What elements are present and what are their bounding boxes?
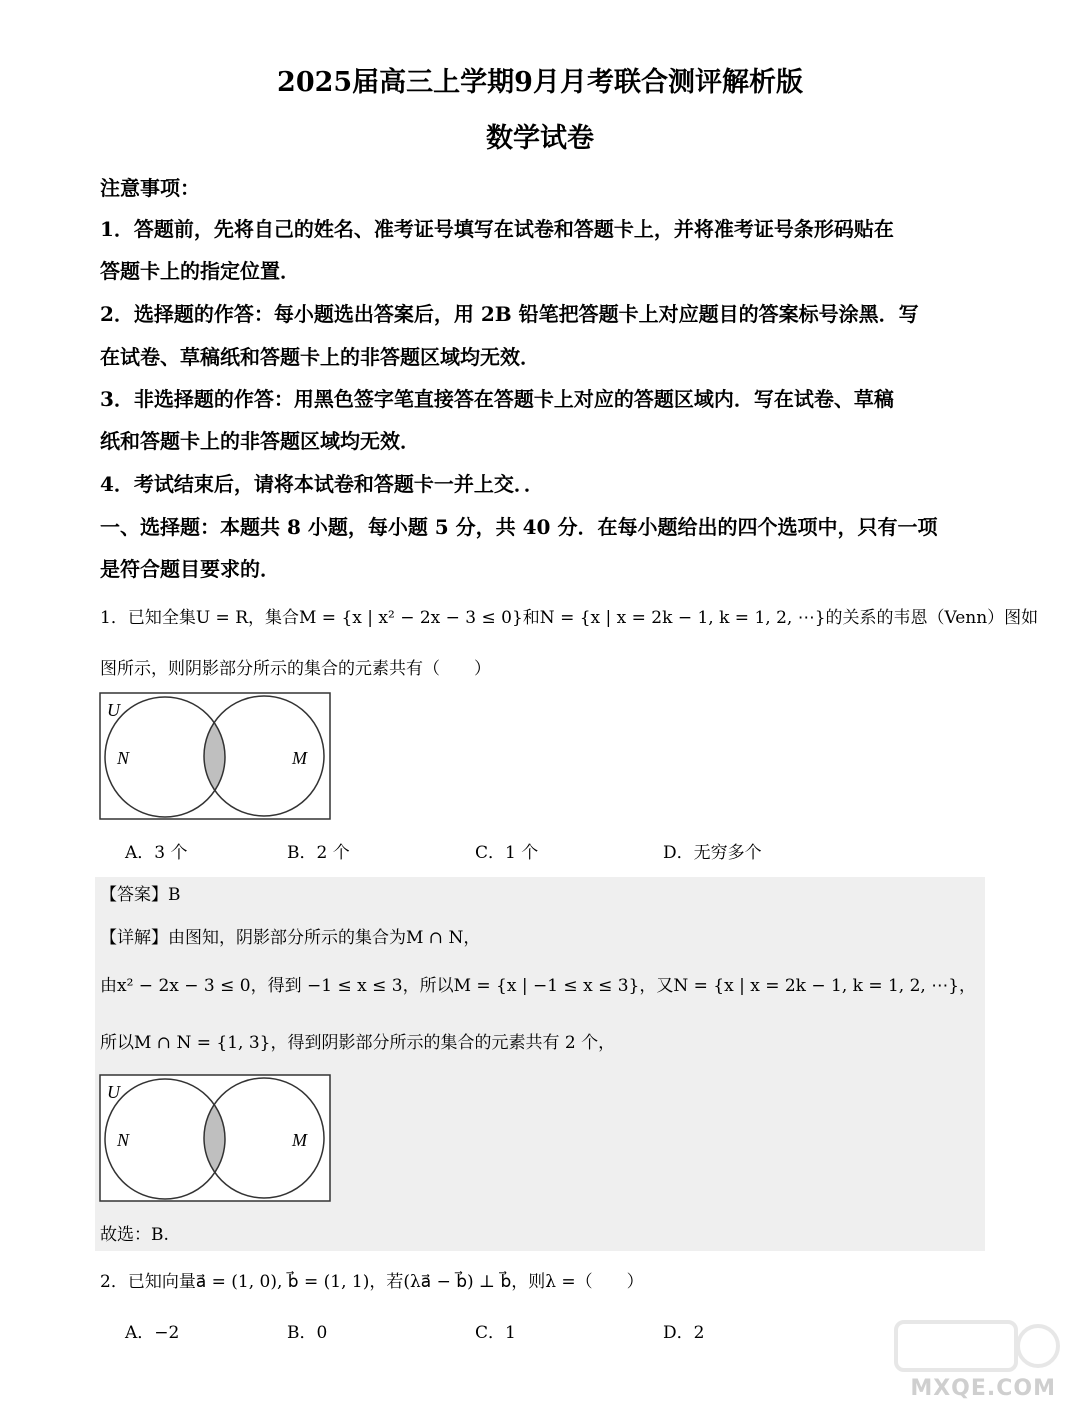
- q1-step1: 由x² − 2x − 3 ≤ 0，得到 −1 ≤ x ≤ 3，所以M = {x | −1 ≤ x ≤ 3}，又N = {x | x = 2k − 1, k = 1, 2, ⋯}，: [100, 976, 977, 996]
- venn-label-u: U: [107, 700, 120, 720]
- q1-detail: 【详解】由图知，阴影部分所示的集合为M ∩ N，: [100, 928, 481, 948]
- notice-line: 3．非选择题的作答：用黑色签字笔直接答在答题卡上对应的答题区域内．写在试卷、草稿: [100, 387, 894, 411]
- venn-label-m: M: [292, 1130, 307, 1150]
- venn-label-n: N: [117, 1130, 130, 1150]
- watermark-text: MXQE.COM: [910, 1376, 1056, 1401]
- section-heading-cont: 是符合题目要求的．: [100, 557, 280, 581]
- section-heading: 一、选择题：本题共 8 小题，每小题 5 分，共 40 分．在每小题给出的四个选项中，只有一项: [100, 515, 938, 539]
- q1-option-b: B．2 个: [287, 843, 350, 863]
- q1-option-a: A．3 个: [125, 843, 188, 863]
- page-subtitle: 数学试卷: [486, 123, 594, 154]
- notice-line: 纸和答题卡上的非答题区域均无效．: [100, 429, 420, 453]
- q2-stem: 2．已知向量a⃗ = (1, 0), b⃗ = (1, 1)，若(λa⃗ − b⃗) ⊥ b⃗，则λ =（ ）: [100, 1272, 644, 1292]
- q1-option-d: D．无穷多个: [663, 843, 762, 863]
- q1-option-c: C．1 个: [475, 843, 539, 863]
- q1-stem-cont: 图所示，则阴影部分所示的集合的元素共有（ ）: [100, 659, 491, 679]
- q1-step2: 所以M ∩ N = {1, 3}，得到阴影部分所示的集合的元素共有 2 个，: [100, 1033, 616, 1053]
- notice-line: 答题卡上的指定位置．: [100, 259, 300, 283]
- page-title: 2025届高三上学期9月月考联合测评解析版: [277, 67, 803, 98]
- q2-option-c: C．1: [475, 1323, 516, 1343]
- venn-label-m: M: [292, 748, 307, 768]
- q2-option-a: A．−2: [125, 1323, 180, 1343]
- notice-line: 4．考试结束后，请将本试卷和答题卡一并上交．．: [100, 472, 544, 496]
- q2-option-d: D．2: [663, 1323, 705, 1343]
- notice-line: 2．选择题的作答：每小题选出答案后，用 2B 铅笔把答题卡上对应题目的答案标号涂黑．写: [100, 302, 919, 326]
- q2-option-b: B．0: [287, 1323, 328, 1343]
- venn-label-u: U: [107, 1082, 120, 1102]
- notice-line: 1．答题前，先将自己的姓名、准考证号填写在试卷和答题卡上，并将准考证号条形码贴在: [100, 217, 894, 241]
- q1-answer: 【答案】B: [100, 885, 181, 905]
- q1-conclusion: 故选：B.: [100, 1225, 169, 1245]
- answer-venn-diagram: [99, 1074, 331, 1202]
- venn-label-n: N: [117, 748, 130, 768]
- q1-venn-diagram: [99, 692, 331, 820]
- notice-line: 在试卷、草稿纸和答题卡上的非答题区域均无效．: [100, 345, 540, 369]
- notice-heading: 注意事项：: [100, 176, 200, 200]
- q1-stem: 1．已知全集U = R，集合M = {x | x² − 2x − 3 ≤ 0}和N = {x | x = 2k − 1, k = 1, 2, ⋯}的关系的韦恩（Venn）图如: [100, 608, 1039, 628]
